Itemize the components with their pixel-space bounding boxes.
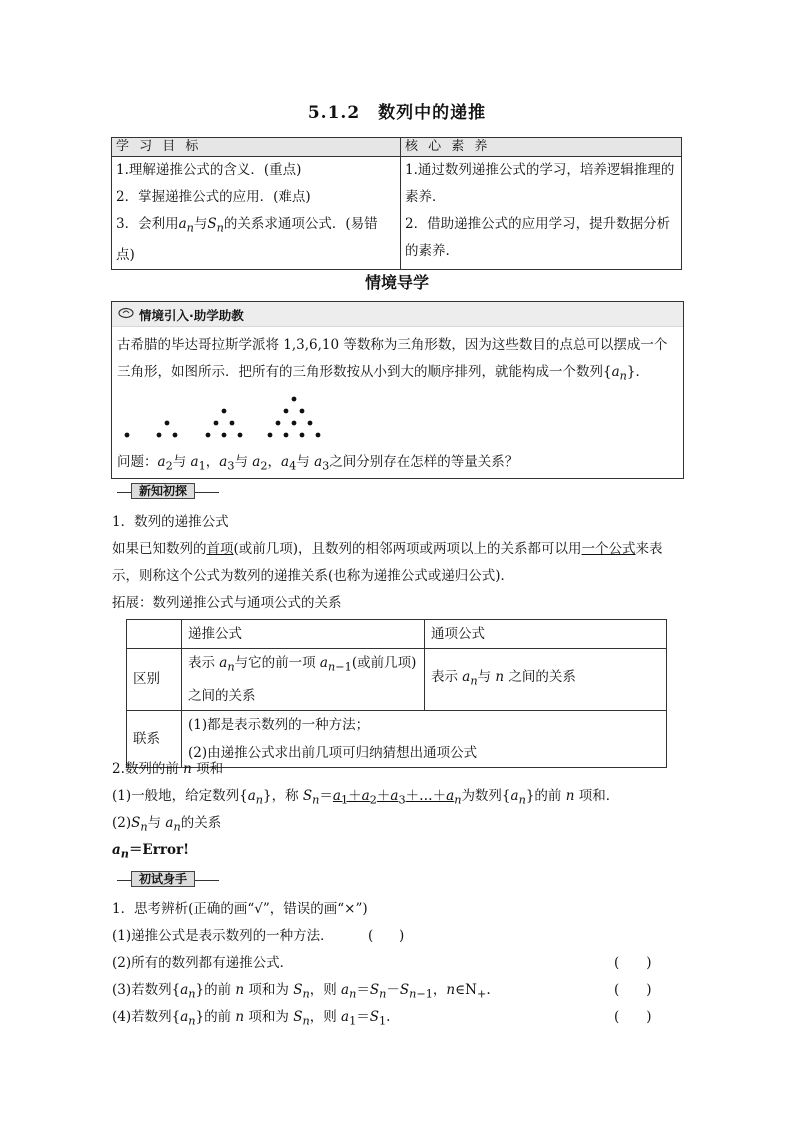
section-title: 情境导学 xyxy=(364,273,429,292)
dot xyxy=(308,421,313,426)
exercise-heading: 1．思考辨析(正确的画“√”，错误的画“×”) xyxy=(112,901,368,917)
lightbulb-icon xyxy=(118,307,134,319)
literacy-item: 2．借助递推公式的应用学习，提升数据分析的素养. xyxy=(405,216,671,259)
tag-label: 初试身手 xyxy=(131,871,195,887)
dot xyxy=(268,433,273,438)
dot xyxy=(206,433,211,438)
goals-right-cell xyxy=(401,157,682,270)
goals-header-right: 核 心 素 养 xyxy=(401,138,682,157)
page-title: 5.1.2 数列中的递推 xyxy=(307,103,487,123)
col-general: 通项公式 xyxy=(425,620,667,649)
row-connection-label: 联系 xyxy=(127,710,182,767)
dot xyxy=(300,409,305,414)
intro-paragraph: 古希腊的毕达哥拉斯学派将 1,3,6,10 等数称为三角形数，因为这些数目的点总可以摆成一个三角形，如图所示．把所有的三角形数按从小到大的顺序排列，就能构成一个数列$\{a_n\}$． xyxy=(117,337,668,383)
intro-box-label: 情境引入·助学助教 xyxy=(139,308,244,323)
exercise-item-1: (1)递推公式是表示数列的一种方法． ( ) xyxy=(112,928,405,944)
first-try-tag xyxy=(117,873,219,887)
dot xyxy=(165,421,170,426)
relation-table xyxy=(126,619,667,768)
intro-box xyxy=(111,301,684,479)
triangle-dots-figure xyxy=(112,390,683,450)
extension-text: 拓展：数列递推公式与通项公式的关系 xyxy=(112,595,342,611)
exercise-item-2: (2)所有的数列都有递推公式． xyxy=(112,955,294,971)
goals-left-cell xyxy=(112,157,401,270)
row-connection-content xyxy=(182,710,667,767)
col-recursive: 递推公式 xyxy=(182,620,425,649)
dot xyxy=(284,409,289,414)
answer-bracket[interactable]: ( ) xyxy=(614,1009,652,1025)
goals-header-left: 学 习 目 标 xyxy=(112,138,401,157)
row-difference-recursive: 表示 $a_n$与它的前一项 $a_{n-1}$(或前几项)之间的关系 xyxy=(182,649,425,711)
intro-box-header xyxy=(112,302,683,327)
relation-table-corner xyxy=(127,620,182,649)
dot xyxy=(300,433,305,438)
dot xyxy=(316,433,321,438)
sn-an-relation: $(2)S_n$与 $a_n$的关系 xyxy=(112,815,222,834)
dot xyxy=(284,433,289,438)
dot xyxy=(173,433,178,438)
heading-recursive-formula: 1．数列的递推公式 xyxy=(112,514,229,530)
goal-item: 1.理解递推公式的含义．(重点) xyxy=(116,162,302,178)
partial-sum-definition: (1)一般地，给定数列$\{a_n\}$，称 $S_n=a_1+a_2+a_3+\dots+a_n$为数列$\{a_n\}$的前 n 项和． xyxy=(112,788,620,807)
dot xyxy=(214,421,219,426)
an-formula: $a_n=Error$! xyxy=(112,842,189,861)
heading-partial-sum: 2.数列的前 n 项和 xyxy=(112,761,224,777)
answer-bracket[interactable]: ( ) xyxy=(614,982,652,998)
dot xyxy=(238,433,243,438)
tag-label: 新知初探 xyxy=(131,483,195,499)
dot xyxy=(222,433,227,438)
dot xyxy=(292,421,297,426)
definition-line-1: 如果已知数列的首项(或前几项)，且数列的相邻两项或两项以上的关系都可以用一个公式来表 xyxy=(112,541,663,557)
dot xyxy=(222,409,227,414)
row-difference-general: 表示 $a_n$与 n 之间的关系 xyxy=(425,649,667,711)
goals-table xyxy=(111,137,682,270)
row-difference-label: 区别 xyxy=(127,649,182,711)
dot xyxy=(125,433,130,438)
exercise-item-4: (4)若数列$\{a_n\}$的前 n 项和为 $S_n$，则 $a_1=S_1$. xyxy=(112,1009,391,1028)
dot xyxy=(292,397,297,402)
new-knowledge-tag xyxy=(117,485,219,499)
literacy-item: 1.通过数列递推公式的学习，培养逻辑推理的素养． xyxy=(405,162,675,205)
connection-line-2: (2)由递推公式求出前几项可归纳猜想出通项公式 xyxy=(188,744,478,761)
definition-line-2: 示，则称这个公式为数列的递推关系(也称为递推公式或递归公式)． xyxy=(112,568,515,584)
goal-item: 3．会利用$a_n$与$S_n$的关系求通项公式．(易错点) xyxy=(116,216,378,263)
dot xyxy=(230,421,235,426)
dot xyxy=(276,421,281,426)
intro-question: 问题：$a_2$与 $a_1$，$a_3$与 $a_2$，$a_4$与 $a_3$之间分别存在怎样的等量关系？ xyxy=(117,454,519,473)
connection-line-1: (1)都是表示数列的一种方法； xyxy=(188,716,370,733)
dot xyxy=(157,433,162,438)
goal-item: 2．掌握递推公式的应用．(难点) xyxy=(116,189,311,205)
answer-bracket[interactable]: ( ) xyxy=(614,955,652,971)
exercise-item-3: (3)若数列$\{a_n\}$的前 n 项和为 $S_n$，则 $a_n=S_n-S_{n-1}$，$n\in N_+$. xyxy=(112,982,491,1001)
